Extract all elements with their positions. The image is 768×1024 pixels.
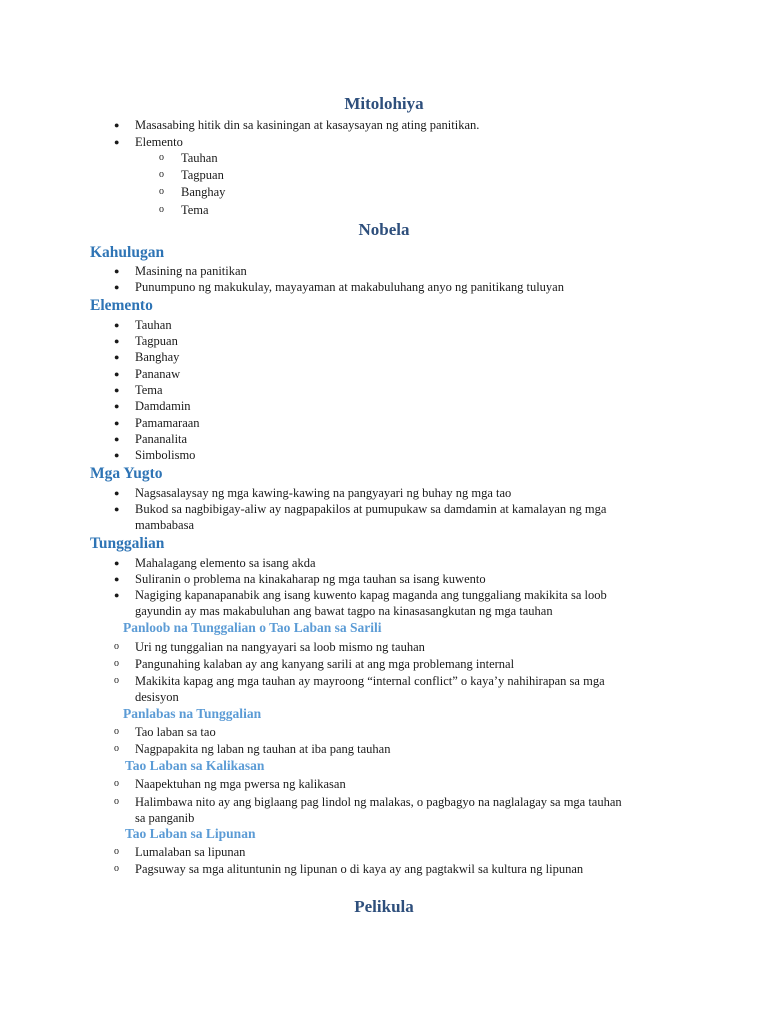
kalikasan-item: Naapektuhan ng mga pwersa ng kalikasan — [135, 777, 346, 791]
elemento-item: Tema — [135, 383, 163, 397]
mga-yugto-item: Nagsasalaysay ng mga kawing-kawing na pangyayari ng buhay ng mga tao — [135, 486, 512, 500]
circle-bullet-icon: o — [159, 186, 164, 197]
tunggalian-item: Suliranin o problema na kinakaharap ng mga tauhan sa isang kuwento — [135, 572, 486, 586]
bullet-icon: ● — [114, 320, 120, 330]
mga-yugto-item-continued: mambabasa — [135, 518, 195, 532]
panloob-item-continued: desisyon — [135, 690, 179, 704]
circle-bullet-icon: o — [159, 152, 164, 163]
lipunan-item: Lumalaban sa lipunan — [135, 845, 246, 859]
bullet-icon: ● — [114, 574, 120, 584]
panlabas-item: Nagpapakita ng laban ng tauhan at iba pang tauhan — [135, 742, 391, 756]
circle-bullet-icon: o — [159, 169, 164, 180]
bullet-icon: ● — [114, 590, 120, 600]
mga-yugto-heading: Mga Yugto — [90, 465, 163, 482]
panlabas-heading: Panlabas na Tunggalian — [123, 706, 262, 721]
panloob-item: Makikita kapag ang mga tauhan ay mayroong “internal conflict” o kaya’y nahihirapan sa mga — [135, 674, 605, 688]
bullet-icon: ● — [114, 418, 120, 428]
mitolohiya-sub-item: Tema — [181, 203, 209, 217]
bullet-icon: ● — [114, 558, 120, 568]
kalikasan-item-continued: sa panganib — [135, 811, 195, 825]
bullet-icon: ● — [114, 120, 120, 130]
kahulugan-heading: Kahulugan — [90, 244, 165, 261]
lipunan-item: Pagsuway sa mga alituntunin ng lipunan o di kaya ay ang pagtakwil sa kultura ng lipunan — [135, 862, 584, 876]
panloob-item: Uri ng tunggalian na nangyayari sa loob mismo ng tauhan — [135, 640, 425, 654]
tunggalian-heading: Tunggalian — [90, 535, 165, 552]
elemento-item: Banghay — [135, 350, 180, 364]
bullet-icon: ● — [114, 137, 120, 147]
mitolohiya-title: Mitolohiya — [344, 94, 424, 113]
nobela-title: Nobela — [358, 220, 410, 239]
elemento-item: Pamamaraan — [135, 416, 200, 430]
panloob-heading: Panloob na Tunggalian o Tao Laban sa Sarili — [123, 620, 382, 635]
bullet-icon: ● — [114, 488, 120, 498]
bullet-icon: ● — [114, 352, 120, 362]
kalikasan-item: Halimbawa nito ay ang biglaang pag lindol ng malakas, o pagbagyo na naglalagay sa mga tauhan — [135, 795, 622, 809]
circle-bullet-icon: o — [159, 204, 164, 215]
bullet-icon: ● — [114, 369, 120, 379]
tunggalian-item: Nagiging kapanapanabik ang isang kuwento kapag maganda ang tunggaliang makikita sa loob — [135, 588, 607, 602]
bullet-icon: ● — [114, 385, 120, 395]
elemento-heading: Elemento — [90, 297, 153, 314]
tunggalian-item-continued: gayundin ay mas makabuluhan ang bawat tagpo na kinasasangkutan ng mga tauhan — [135, 604, 553, 618]
circle-bullet-icon: o — [114, 641, 119, 652]
mitolohiya-sub-item: Tagpuan — [181, 168, 224, 182]
mitolohiya-bullet-2: Elemento — [135, 135, 183, 149]
panlabas-item: Tao laban sa tao — [135, 725, 216, 739]
mitolohiya-sub-item: Banghay — [181, 185, 226, 199]
bullet-icon: ● — [114, 434, 120, 444]
tunggalian-item: Mahalagang elemento sa isang akda — [135, 556, 316, 570]
pelikula-title: Pelikula — [354, 897, 414, 916]
circle-bullet-icon: o — [114, 675, 119, 686]
elemento-item: Pananalita — [135, 432, 188, 446]
elemento-item: Simbolismo — [135, 448, 196, 462]
bullet-icon: ● — [114, 266, 120, 276]
elemento-item: Pananaw — [135, 367, 181, 381]
elemento-item: Tagpuan — [135, 334, 178, 348]
bullet-icon: ● — [114, 504, 120, 514]
bullet-icon: ● — [114, 450, 120, 460]
circle-bullet-icon: o — [114, 658, 119, 669]
circle-bullet-icon: o — [114, 778, 119, 789]
panloob-item: Pangunahing kalaban ay ang kanyang sarili at ang mga problemang internal — [135, 657, 515, 671]
mga-yugto-item: Bukod sa nagbibigay-aliw ay nagpapakilos at pumupukaw sa damdamin at kamalayan ng mga — [135, 502, 607, 516]
elemento-item: Damdamin — [135, 399, 191, 413]
circle-bullet-icon: o — [114, 743, 119, 754]
circle-bullet-icon: o — [114, 796, 119, 807]
circle-bullet-icon: o — [114, 863, 119, 874]
bullet-icon: ● — [114, 336, 120, 346]
mitolohiya-bullet-1: Masasabing hitik din sa kasiningan at kasaysayan ng ating panitikan. — [135, 118, 480, 132]
bullet-icon: ● — [114, 401, 120, 411]
circle-bullet-icon: o — [114, 846, 119, 857]
circle-bullet-icon: o — [114, 726, 119, 737]
mitolohiya-sub-item: Tauhan — [181, 151, 218, 165]
lipunan-heading: Tao Laban sa Lipunan — [125, 826, 256, 841]
bullet-icon: ● — [114, 282, 120, 292]
kahulugan-item: Masining na panitikan — [135, 264, 247, 278]
kahulugan-item: Punumpuno ng makukulay, mayayaman at makabuluhang anyo ng panitikang tuluyan — [135, 280, 564, 294]
elemento-item: Tauhan — [135, 318, 172, 332]
kalikasan-heading: Tao Laban sa Kalikasan — [125, 758, 265, 773]
